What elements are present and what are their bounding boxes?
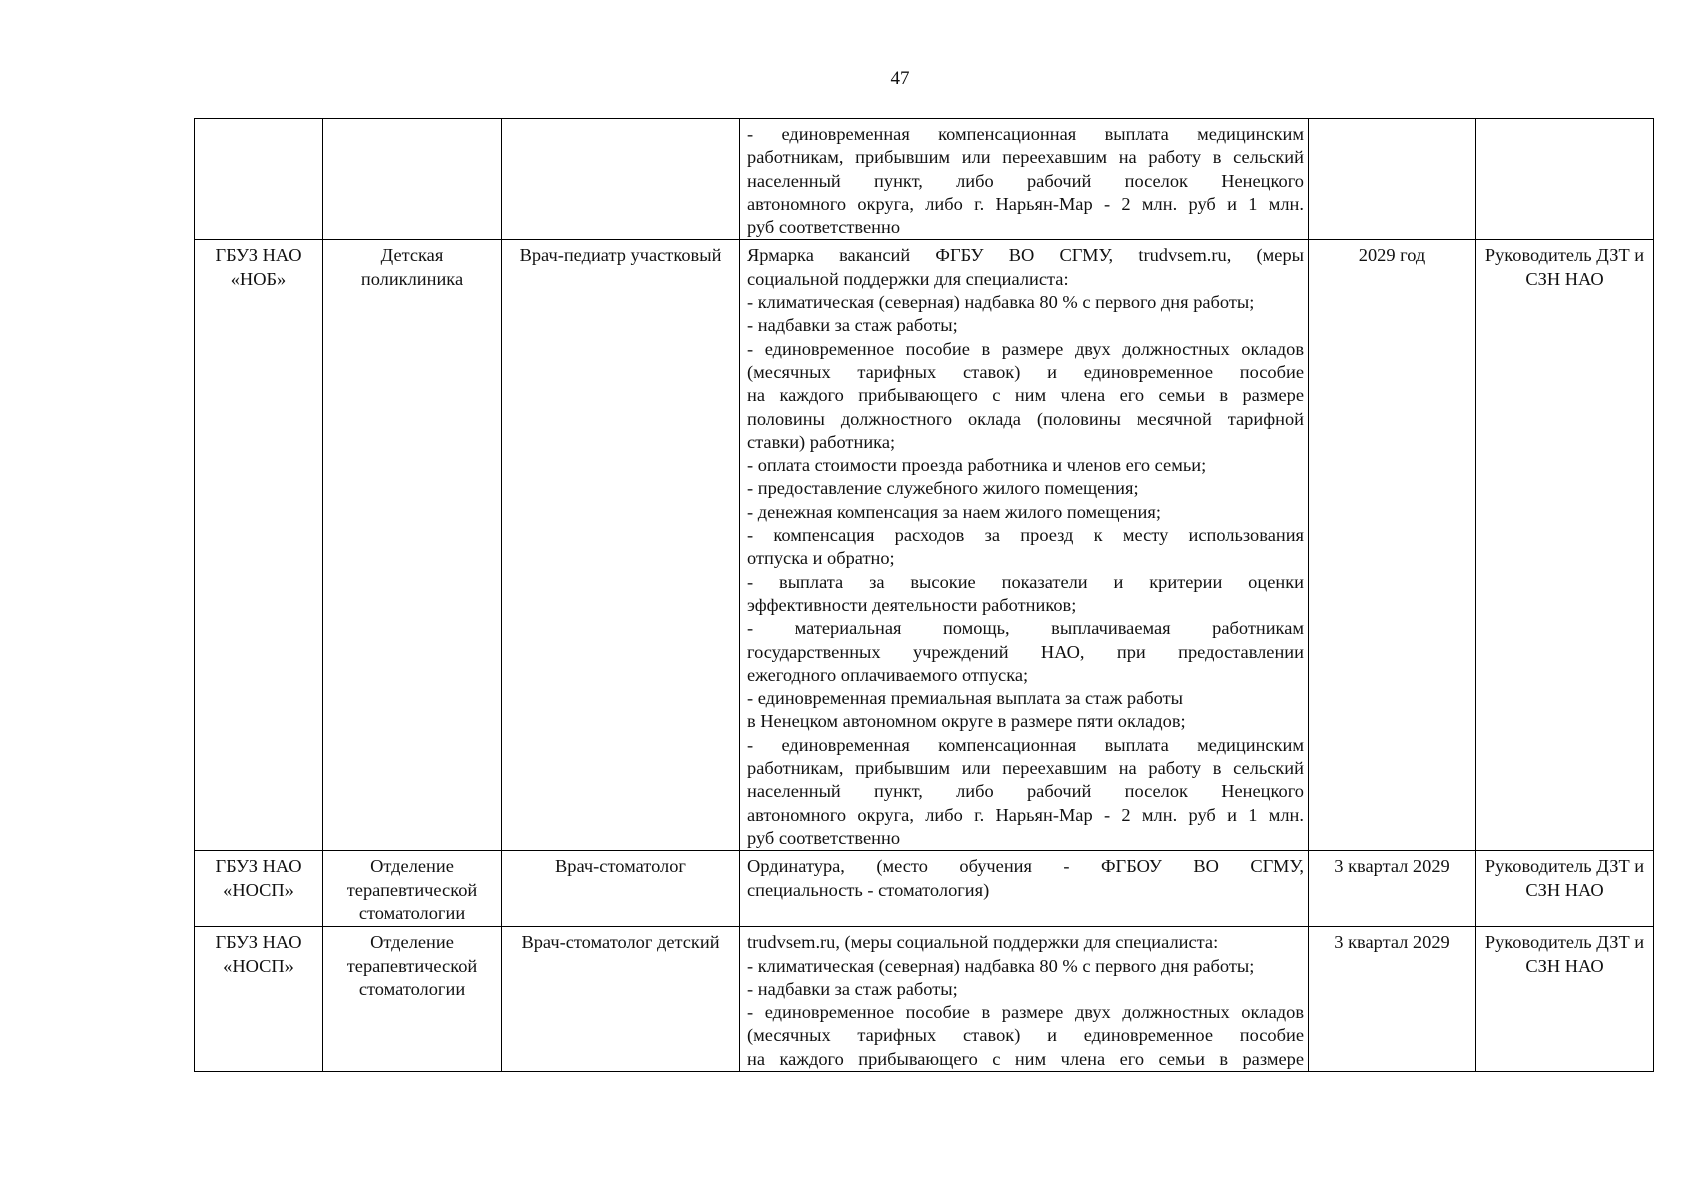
- table-row: [195, 240, 1654, 851]
- position-cell: Врач-педиатр участковый: [502, 240, 740, 851]
- responsible-cell: Руководитель ДЗТ и СЗН НАО: [1476, 851, 1654, 927]
- table-row: [195, 851, 1654, 927]
- table-row: [195, 119, 1654, 240]
- measure-line: отпуска и обратно;: [747, 548, 895, 569]
- measure-line: - компенсация расходов за проезд к месту использования: [747, 525, 1304, 546]
- measure-line: на каждого прибывающего с ним члена его семьи в размере: [747, 1048, 1304, 1069]
- deadline-cell: 3 квартал 2029: [1309, 851, 1476, 927]
- measures-cell: [740, 119, 1309, 240]
- measure-line: половины должностного оклада (половины месячной тарифной: [747, 408, 1304, 429]
- measure-line: Ярмарка вакансий ФГБУ ВО СГМУ, trudvsem.ru, (меры: [747, 245, 1304, 266]
- measure-line: на каждого прибывающего с ним члена его семьи в размере: [747, 385, 1304, 406]
- measure-line: работникам, прибывшим или переехавшим на работу в сельский: [747, 147, 1304, 168]
- page-number: 47: [890, 68, 910, 89]
- measure-line: - денежная компенсация за наем жилого помещения;: [747, 501, 1161, 522]
- deadline-cell: 3 квартал 2029: [1309, 927, 1476, 1072]
- responsible-cell: [1476, 119, 1654, 240]
- measure-line: работникам, прибывшим или переехавшим на работу в сельский: [747, 758, 1304, 779]
- measure-line: населенный пункт, либо рабочий поселок Ненецкого: [747, 781, 1304, 802]
- measure-line: руб соответственно: [747, 827, 901, 848]
- measure-line: ставки) работника;: [747, 431, 896, 452]
- measure-line: trudvsem.ru, (меры социальной поддержки для специалиста:: [747, 932, 1219, 953]
- measure-line: - надбавки за стаж работы;: [747, 978, 958, 999]
- position-cell: [502, 119, 740, 240]
- measure-line: руб соответственно: [747, 217, 901, 238]
- responsible-cell: Руководитель ДЗТ и СЗН НАО: [1476, 240, 1654, 851]
- department-cell: [323, 119, 502, 240]
- measure-line: (месячных тарифных ставок) и единовременное пособие: [747, 361, 1304, 382]
- measure-line: - единовременная компенсационная выплата медицинским: [747, 734, 1304, 755]
- table-row: [195, 927, 1654, 1072]
- position-cell: Врач-стоматолог: [502, 851, 740, 927]
- organization-cell: [195, 119, 323, 240]
- measures-cell: [740, 240, 1309, 851]
- measure-line: населенный пункт, либо рабочий поселок Ненецкого: [747, 170, 1304, 191]
- department-cell: Детская поликлиника: [323, 240, 502, 851]
- measure-line: - единовременное пособие в размере двух должностных окладов: [747, 1002, 1304, 1023]
- measure-line: - выплата за высокие показатели и критерии оценки: [747, 571, 1304, 592]
- measure-line: - надбавки за стаж работы;: [747, 315, 958, 336]
- measure-line: ежегодного оплачиваемого отпуска;: [747, 664, 1029, 685]
- measure-line: Ординатура, (место обучения - ФГБОУ ВО СГМУ,: [747, 856, 1304, 877]
- measure-line: автономного округа, либо г. Нарьян-Мар - 2 млн. руб и 1 млн.: [747, 804, 1304, 825]
- measure-line: - климатическая (северная) надбавка 80 % с первого дня работы;: [747, 292, 1255, 313]
- department-cell: Отделение терапевтической стоматологии: [323, 927, 502, 1072]
- deadline-cell: [1309, 119, 1476, 240]
- measure-line: (месячных тарифных ставок) и единовременное пособие: [747, 1025, 1304, 1046]
- measure-line: специальность - стоматология): [747, 879, 990, 900]
- measure-line: - оплата стоимости проезда работника и членов его семьи;: [747, 455, 1207, 476]
- position-cell: Врач-стоматолог детский: [502, 927, 740, 1072]
- measure-line: - единовременное пособие в размере двух должностных окладов: [747, 338, 1304, 359]
- organization-cell: ГБУЗ НАО «НОСП»: [195, 927, 323, 1072]
- measure-line: государственных учреждений НАО, при предоставлении: [747, 641, 1304, 662]
- organization-cell: ГБУЗ НАО «НОСП»: [195, 851, 323, 927]
- measure-line: эффективности деятельности работников;: [747, 594, 1077, 615]
- staffing-measures-table: [194, 118, 1654, 1072]
- measure-line: автономного округа, либо г. Нарьян-Мар - 2 млн. руб и 1 млн.: [747, 193, 1304, 214]
- measure-line: - единовременная компенсационная выплата медицинским: [747, 124, 1304, 144]
- measure-line: - предоставление служебного жилого помещения;: [747, 478, 1139, 499]
- measure-line: в Ненецком автономном округе в размере пяти окладов;: [747, 711, 1186, 732]
- measure-line: - материальная помощь, выплачиваемая работникам: [747, 618, 1304, 639]
- organization-cell: ГБУЗ НАО «НОБ»: [195, 240, 323, 851]
- measure-line: - единовременная премиальная выплата за стаж работы: [747, 688, 1183, 709]
- measure-line: - климатическая (северная) надбавка 80 % с первого дня работы;: [747, 955, 1255, 976]
- responsible-cell: Руководитель ДЗТ и СЗН НАО: [1476, 927, 1654, 1072]
- measures-cell: [740, 927, 1309, 1072]
- measures-cell: [740, 851, 1309, 927]
- measure-line: социальной поддержки для специалиста:: [747, 268, 1069, 289]
- department-cell: Отделение терапевтической стоматологии: [323, 851, 502, 927]
- deadline-cell: 2029 год: [1309, 240, 1476, 851]
